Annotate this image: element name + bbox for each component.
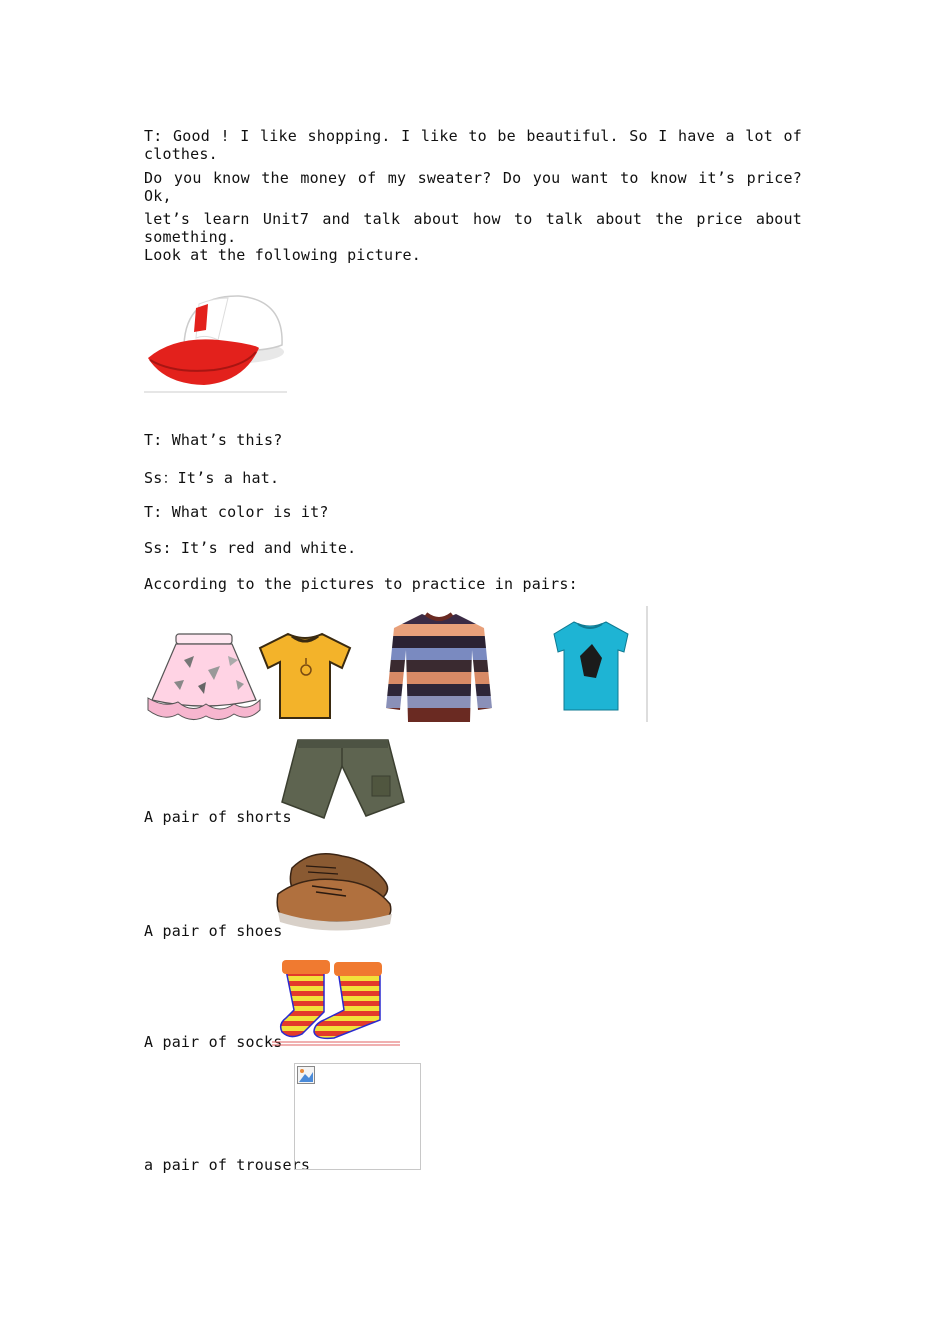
intro-line-4: Look at the following picture.: [144, 246, 421, 264]
dialogue-line-3: T: What color is it?: [144, 503, 329, 521]
practice-prompt: According to the pictures to practice in pairs:: [144, 575, 578, 593]
cap-icon: [144, 290, 289, 395]
tshirt-icon: [552, 606, 652, 724]
pair-label-shorts: A pair of shorts: [144, 808, 292, 826]
tshirt-icon: [258, 630, 353, 722]
skirt-icon: [144, 630, 264, 725]
shoes-icon: [272, 846, 398, 932]
trousers-image-placeholder: [294, 1063, 421, 1170]
intro-line-3: let’s learn Unit7 and talk about how to talk about the price about something.: [144, 210, 802, 246]
shorts-icon: [280, 736, 406, 820]
dialogue-line-2: Ss：It’s a hat.: [144, 469, 280, 487]
dialogue-line-1: T: What’s this?: [144, 431, 283, 449]
pair-label-trousers: a pair of trousers: [144, 1156, 311, 1174]
dialogue-line-4: Ss: It’s red and white.: [144, 539, 357, 557]
pair-label-shoes: A pair of shoes: [144, 922, 283, 940]
intro-line-2: Do you know the money of my sweater? Do you want to know it’s price? Ok,: [144, 169, 802, 205]
intro-line-1: T: Good ! I like shopping. I like to be beautiful. So I have a lot of clothes.: [144, 127, 802, 163]
broken-image-icon: [297, 1066, 315, 1084]
sweater-icon: [384, 610, 494, 726]
pair-label-socks: A pair of socks: [144, 1033, 283, 1051]
socks-icon: [272, 956, 400, 1048]
